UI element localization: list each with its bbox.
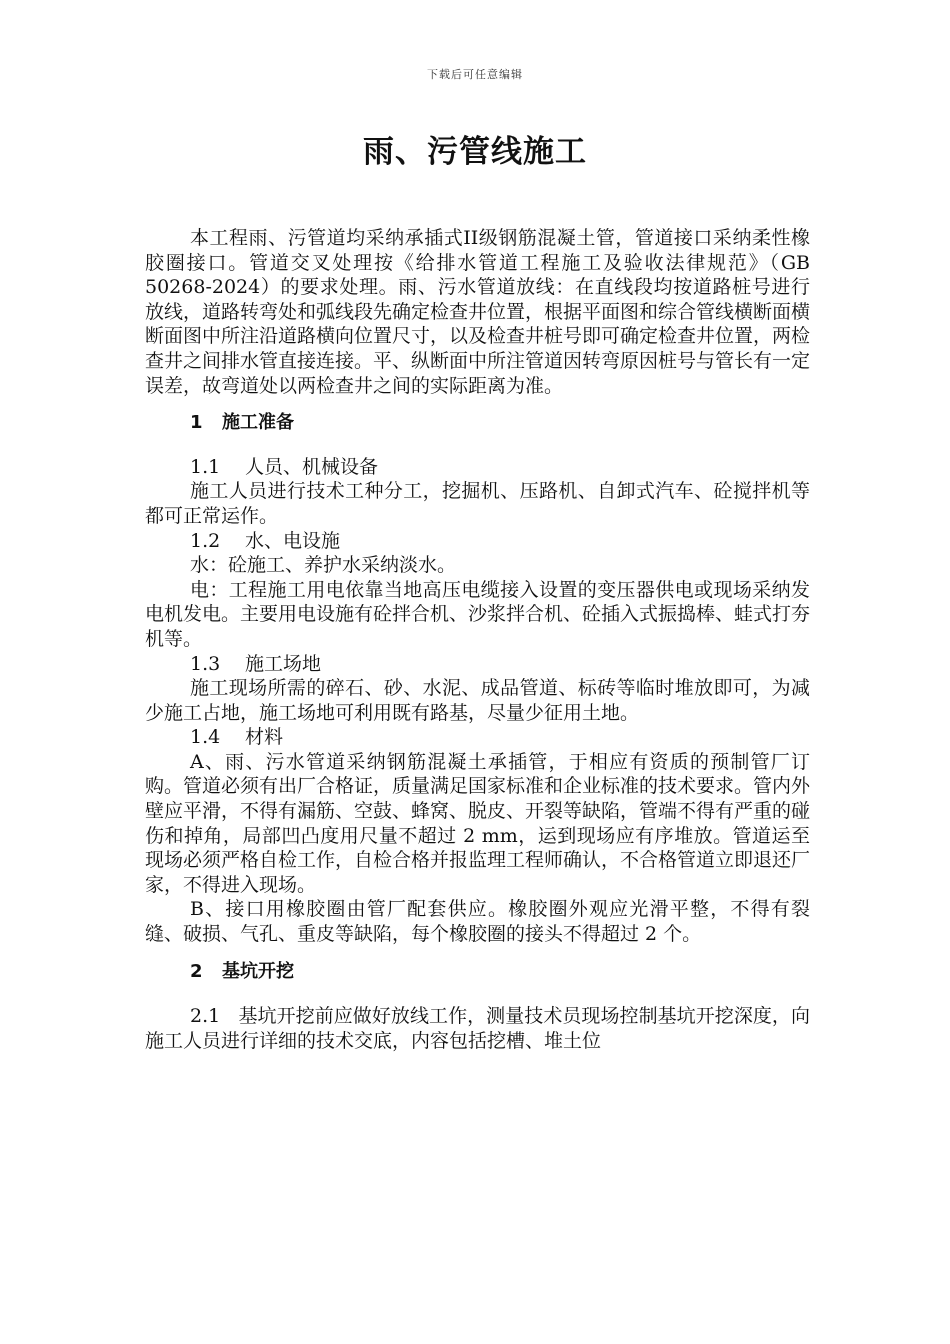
subsection-1-1-heading bbox=[145, 455, 810, 480]
subsection-1-3-heading bbox=[145, 652, 810, 677]
section-2-number: 2 bbox=[190, 960, 203, 982]
material-a-text: A、雨、污水管道采纳钢筋混凝土承插管，于相应有资质的预制管厂订购。管道必须有出厂合格证，质量满足国家标准和企业标准的技术要求。管内外壁应平滑，不得有漏筋、空鼓、蜂窝、脱皮、开裂等缺陷，管端不得有严重的碰伤和掉角，局部凹凸度用尺量不超过 2 mm，运到现场应有序堆放。管道运至现场必须严格自检工作，自检合格并报监理工程师确认，不合格管道立即退还厂家，不得进入现场。 bbox=[145, 750, 811, 896]
subsection-1-3-number: 1.3 bbox=[190, 652, 221, 675]
section-2-heading bbox=[145, 960, 810, 985]
subsection-2-1-text bbox=[145, 1004, 810, 1053]
document-body bbox=[145, 226, 810, 1053]
subsection-1-1-text: 施工人员进行技术工种分工，挖掘机、压路机、自卸式汽车、砼搅拌机等都可正常运作。 bbox=[145, 480, 810, 527]
material-b-text: B、接口用橡胶圈由管厂配套供应。橡胶圈外观应光滑平整，不得有裂缝、破损、气孔、重皮等缺陷，每个橡胶圈的接头不得超过 2 个。 bbox=[145, 898, 810, 946]
section-2-title: 基坑开挖 bbox=[222, 960, 294, 982]
subsection-1-2-number: 1.2 bbox=[190, 529, 221, 552]
subsection-1-2-title: 水、电设施 bbox=[245, 529, 341, 552]
subsection-2-1-number: 2.1 bbox=[190, 1005, 221, 1028]
section-1-number: 1 bbox=[190, 412, 203, 434]
document-title: 雨、污管线施工 bbox=[363, 134, 587, 170]
subsection-1-4-number: 1.4 bbox=[190, 726, 221, 749]
subsection-1-1-number: 1.1 bbox=[190, 455, 221, 478]
section-1-heading bbox=[145, 411, 810, 436]
page-header-note: 下载后可任意编辑 bbox=[427, 68, 523, 81]
section-1-title: 施工准备 bbox=[222, 412, 294, 434]
subsection-1-1-title: 人员、机械设备 bbox=[245, 455, 379, 478]
subsection-1-3-title: 施工场地 bbox=[245, 652, 322, 675]
subsection-1-4-title: 材料 bbox=[245, 726, 284, 749]
subsection-1-4-heading bbox=[145, 725, 810, 750]
power-supply-text: 电：工程施工用电依靠当地高压电缆接入设置的变压器供电或现场采纳发电机发电。主要用电设施有砼拌合机、沙浆拌合机、砼插入式振捣棒、蛙式打夯机等。 bbox=[145, 578, 811, 650]
intro-paragraph: 本工程雨、污管道均采纳承插式II级钢筋混凝土管，管道接口采纳柔性橡胶圈接口。管道交叉处理按《给排水管道工程施工及验收法律规范》（GB 50268-2024）的要求处理。雨、污水管道放线：在直线段均按道路桩号进行放线，道路转弯处和弧线段先确定检查井位置，根据平面图和综合管线横断面横断面图中所注沿道路横向位置尺寸，以及检查井桩号即可确定检查井位置，两检查井之间排水管直接连接。平、纵断面中所注管道因转弯原因桩号与管长有一定误差，故弯道处以两检查井之间的实际距离为准。 bbox=[145, 227, 811, 397]
water-supply-text: 水：砼施工、养护水采纳淡水。 bbox=[190, 554, 457, 577]
subsection-2-1-body: 基坑开挖前应做好放线工作，测量技术员现场控制基坑开挖深度，向施工人员进行详细的技术交底，内容包括挖槽、堆土位 bbox=[145, 1005, 810, 1052]
subsection-1-2-heading bbox=[145, 529, 810, 554]
subsection-1-3-text: 施工现场所需的碎石、砂、水泥、成品管道、标砖等临时堆放即可，为减少施工占地，施工场地可利用既有路基，尽量少征用土地。 bbox=[145, 677, 810, 724]
